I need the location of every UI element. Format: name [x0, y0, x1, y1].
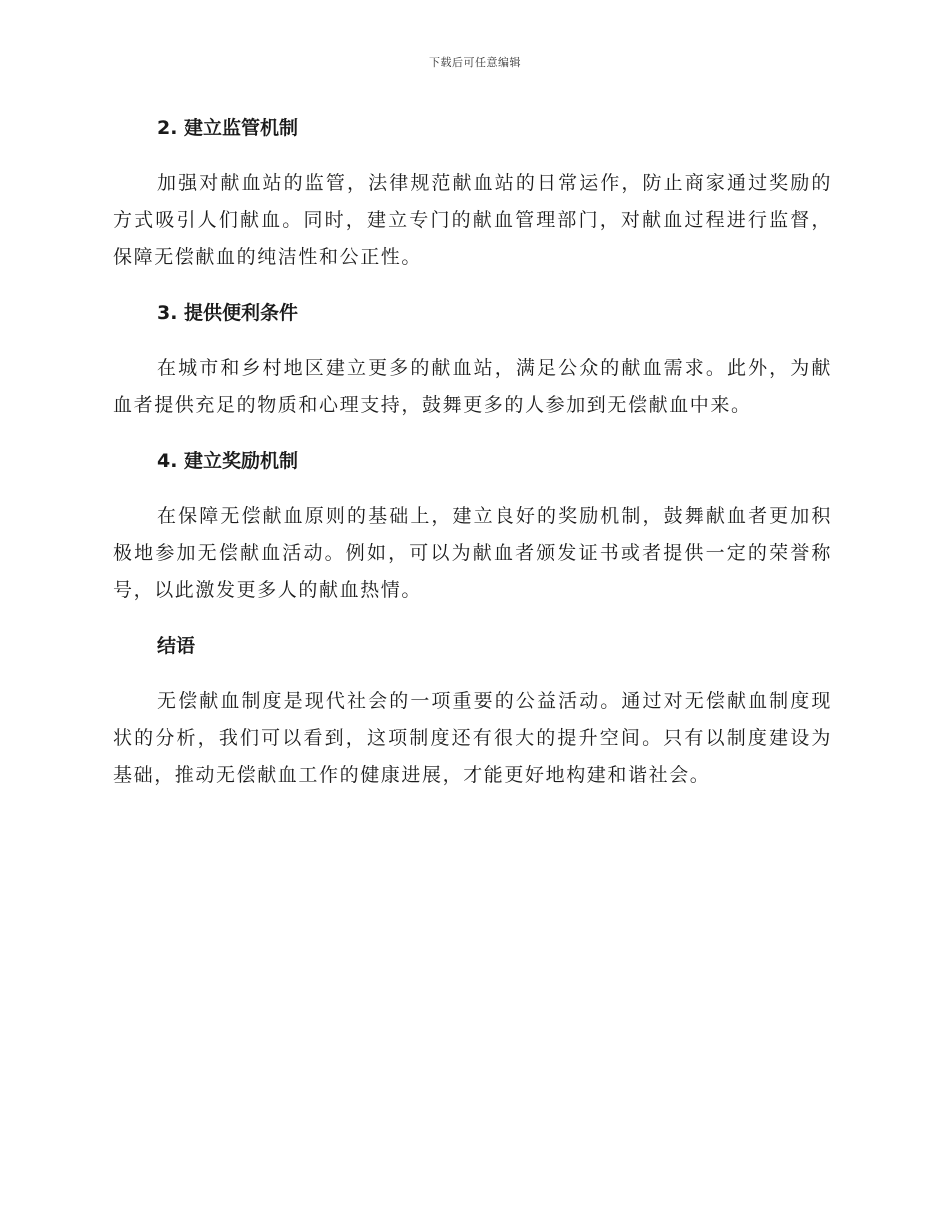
section-paragraph-reward: 在保障无偿献血原则的基础上，建立良好的奖励机制，鼓舞献血者更加积极地参加无偿献血活动。例如，可以为献血者颁发证书或者提供一定的荣誉称号，以此激发更多人的献血热情。 — [113, 505, 832, 601]
document-body — [113, 112, 832, 815]
section-paragraph-convenience: 在城市和乡村地区建立更多的献血站，满足公众的献血需求。此外，为献血者提供充足的物质和心理支持，鼓舞更多的人参加到无偿献血中来。 — [113, 357, 832, 416]
section-heading-reward: 4. 建立奖励机制 — [157, 450, 299, 472]
section-heading-conclusion: 结语 — [157, 635, 196, 657]
section-heading-supervision: 2. 建立监管机制 — [157, 117, 299, 139]
section-heading-convenience: 3. 提供便利条件 — [157, 302, 299, 324]
section-paragraph-conclusion: 无偿献血制度是现代社会的一项重要的公益活动。通过对无偿献血制度现状的分析，我们可以看到，这项制度还有很大的提升空间。只有以制度建设为基础，推动无偿献血工作的健康进展，才能更好地构建和谐社会。 — [113, 690, 832, 786]
section-paragraph-supervision: 加强对献血站的监管，法律规范献血站的日常运作，防止商家通过奖励的方式吸引人们献血。同时，建立专门的献血管理部门，对献血过程进行监督，保障无偿献血的纯洁性和公正性。 — [113, 172, 832, 268]
page-header: 下载后可任意编辑 — [429, 56, 521, 69]
